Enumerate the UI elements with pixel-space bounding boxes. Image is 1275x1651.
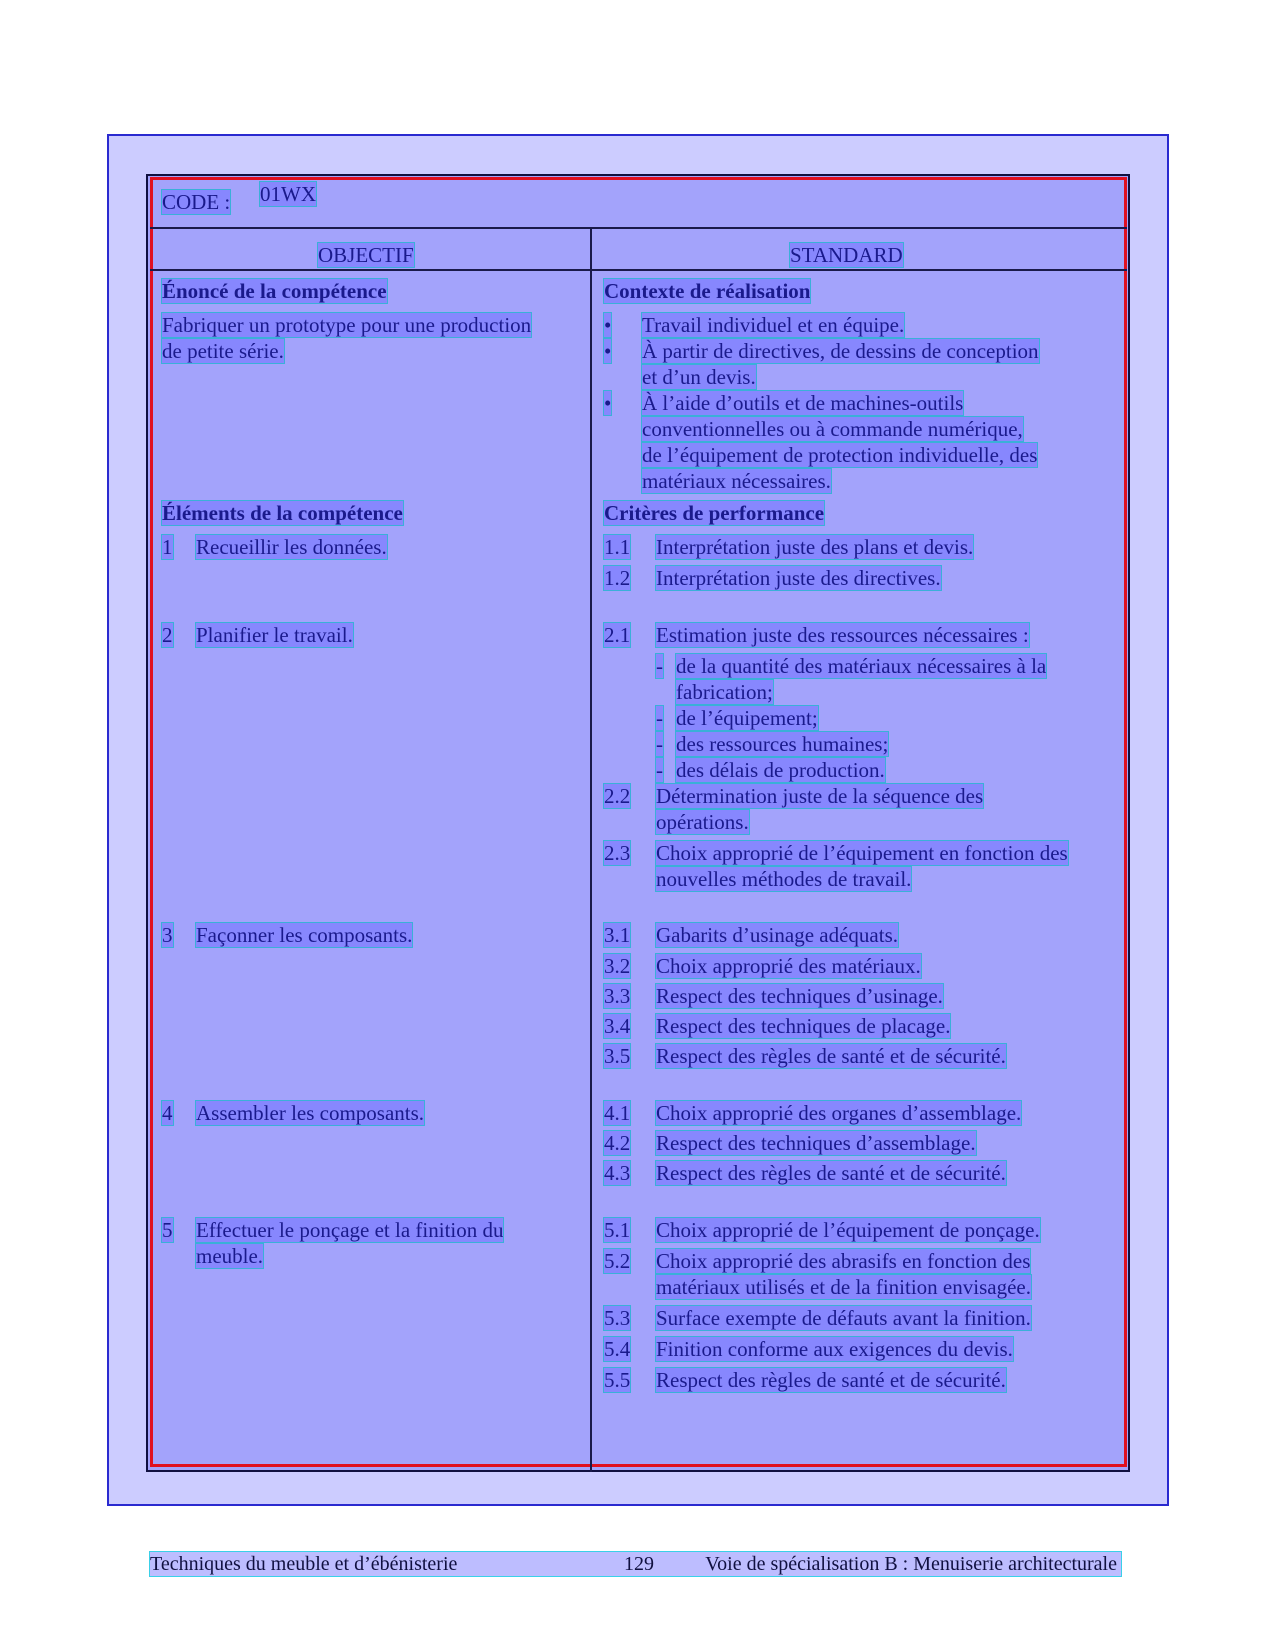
critere-number: 4.1 [604, 1101, 631, 1125]
elements-heading: Éléments de la compétence [162, 501, 403, 525]
critere-text: matériaux utilisés et de la finition envisagée. [656, 1275, 1031, 1299]
element-number: 4 [162, 1101, 173, 1125]
critere-text: Respect des techniques d’assemblage. [656, 1131, 976, 1155]
critere-text: Choix approprié des abrasifs en fonction des [656, 1249, 1031, 1273]
critere-text: Gabarits d’usinage adéquats. [656, 923, 899, 947]
dash-bullet: - [656, 758, 663, 782]
critere-number: 3.4 [604, 1014, 631, 1038]
element-number: 3 [162, 923, 173, 947]
enonce-line: Fabriquer un prototype pour une production [162, 313, 532, 337]
header-divider [150, 227, 1127, 229]
critere-number: 3.3 [604, 984, 631, 1008]
critere-number: 2.1 [604, 623, 631, 647]
footer-specialisation: Voie de spécialisation B : Menuiserie architecturale [705, 1553, 1117, 1575]
critere-number: 3.5 [604, 1044, 631, 1068]
enonce-heading: Énoncé de la compétence [162, 279, 387, 303]
critere-number: 5.2 [604, 1249, 631, 1273]
critere-subitem: de la quantité des matériaux nécessaires à la [676, 654, 1047, 678]
contexte-heading: Contexte de réalisation [604, 279, 811, 303]
element-text: Assembler les composants. [196, 1101, 425, 1125]
critere-number: 5.3 [604, 1306, 631, 1330]
critere-text: Respect des techniques de placage. [656, 1014, 951, 1038]
bullet: • [604, 391, 612, 415]
critere-number: 1.1 [604, 535, 631, 559]
page-footer [150, 1552, 1121, 1576]
footer-program-title: Techniques du meuble et d’ébénisterie [150, 1553, 458, 1575]
critere-number: 3.1 [604, 923, 631, 947]
critere-number: 4.2 [604, 1131, 631, 1155]
critere-text: Respect des techniques d’usinage. [656, 984, 943, 1008]
critere-number: 3.2 [604, 954, 631, 978]
contexte-line: matériaux nécessaires. [642, 469, 831, 493]
critere-text: nouvelles méthodes de travail. [656, 867, 912, 891]
critere-text: Choix approprié de l’équipement en fonction des [656, 841, 1068, 865]
critere-text: Choix approprié de l’équipement de ponçage. [656, 1218, 1040, 1242]
element-number: 2 [162, 623, 173, 647]
critere-text: opérations. [656, 810, 749, 834]
column-divider [590, 227, 592, 1472]
code-label: CODE : [162, 190, 231, 214]
critere-text: Interprétation juste des directives. [656, 566, 941, 590]
critere-text: Respect des règles de santé et de sécurité. [656, 1044, 1006, 1068]
bullet: • [604, 313, 612, 337]
bullet: • [604, 339, 612, 363]
critere-text: Interprétation juste des plans et devis. [656, 535, 974, 559]
critere-text: Finition conforme aux exigences du devis. [656, 1337, 1013, 1361]
element-text: meuble. [196, 1244, 264, 1268]
critere-text: Respect des règles de santé et de sécurité. [656, 1161, 1006, 1185]
critere-text: Détermination juste de la séquence des [656, 784, 984, 808]
dash-bullet: - [656, 706, 663, 730]
element-text: Planifier le travail. [196, 623, 353, 647]
critere-text: Respect des règles de santé et de sécurité. [656, 1368, 1006, 1392]
contexte-line: de l’équipement de protection individuelle, des [642, 443, 1038, 467]
element-text: Effectuer le ponçage et la finition du [196, 1218, 504, 1242]
enonce-line: de petite série. [162, 339, 284, 363]
contexte-line: conventionnelles ou à commande numérique, [642, 417, 1023, 441]
critere-subitem: des ressources humaines; [676, 732, 889, 756]
column-header-divider [150, 269, 1127, 271]
dash-bullet: - [656, 732, 663, 756]
criteres-heading: Critères de performance [604, 501, 825, 525]
dash-bullet: - [656, 654, 663, 678]
critere-text: Choix approprié des matériaux. [656, 954, 921, 978]
column-header-standard: STANDARD [790, 243, 903, 267]
contexte-line: et d’un devis. [642, 365, 756, 389]
critere-number: 1.2 [604, 566, 631, 590]
critere-text: Choix approprié des organes d’assemblage. [656, 1101, 1022, 1125]
critere-text: Estimation juste des ressources nécessaires : [656, 623, 1029, 647]
element-number: 1 [162, 535, 173, 559]
critere-number: 4.3 [604, 1161, 631, 1185]
critere-text: Surface exempte de défauts avant la finition. [656, 1306, 1031, 1330]
footer-page-number: 129 [624, 1553, 654, 1575]
critere-subitem: fabrication; [676, 680, 773, 704]
critere-number: 5.5 [604, 1368, 631, 1392]
element-number: 5 [162, 1218, 173, 1242]
critere-number: 2.3 [604, 841, 631, 865]
element-text: Façonner les composants. [196, 923, 413, 947]
critere-subitem: des délais de production. [676, 758, 885, 782]
contexte-line: Travail individuel et en équipe. [642, 313, 905, 337]
critere-number: 2.2 [604, 784, 631, 808]
critere-number: 5.4 [604, 1337, 631, 1361]
element-text: Recueillir les données. [196, 535, 387, 559]
contexte-line: À l’aide d’outils et de machines-outils [642, 391, 964, 415]
critere-number: 5.1 [604, 1218, 631, 1242]
column-header-objectif: OBJECTIF [318, 243, 414, 267]
contexte-line: À partir de directives, de dessins de conception [642, 339, 1039, 363]
critere-subitem: de l’équipement; [676, 706, 818, 730]
code-value: 01WX [260, 182, 316, 206]
